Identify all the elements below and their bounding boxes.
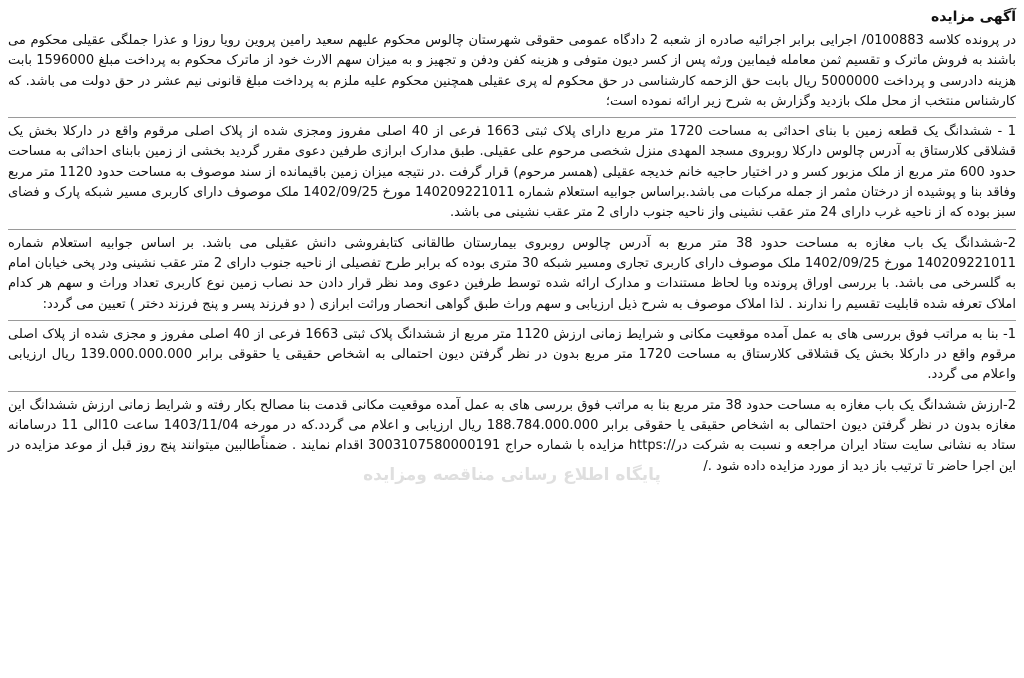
watermark: پایگاه اطلاع رسانی مناقصه ومزایده [363,465,661,485]
valuation-2: 2-ارزش ششدانگ یک باب مغازه به مساحت حدود 38 متر مربع بنا به مراتب فوق بررسی های به عمل آمده موقعیت مکانی قدمت بنا مصالح بکار رفته و شرایط زمانی ارزش ششدانگ این مغازه بدون در نظر گرفتن دیون احتمالی به اشخاص حقیقی یا حقوقی برابر 188.784.000.000 ریال ارزیابی و اعلام می گردد.که در مورخه 1403/11/04 ساعت 10الی 11 درسامانه ستاد به نشانی سایت ستاد ایران مراجعه و نسبت به شرکت در//:https مزایده با شماره حراج 3003107580000191 اقدام نمایند . ضمناًطالبین میتوانند پنج روز قبل از موعد مزایده در این اجرا حاضر تا ترتیب باز دید از مورد مزایده داده شود ./ [8,397,1016,474]
property-item-1: 1 - ششدانگ یک قطعه زمین با بنای احداثی به مساحت 1720 متر مربع دارای پلاک ثبتی 1663 فرعی از 40 اصلی مفروز ومجزی شده از پلاک اصلی مرقوم واقع در دارکلا بخش یک قشلاقی کلارستاق به آدرس چالوس دارکلا روبروی مسجد المهدی منزل شخصی مرحوم علی عقیلی. طبق مدارک ابرازی طرفین دعوی مقرر گردید بخشی از زمین بابنای احداثی به مساحت حدود 600 متر مربع از ملک مزبور کسر و در اختیار حاجیه خانم خدیجه عقیلی (همسر مرحوم) قرار گرفت .در نتیجه میزان زمین باقیمانده از سند موصوف به مساحت حدود 1120 متر مربع وفاقد بنا و پوشیده از درختان مثمر از جمله مرکبات می باشد.براساس جوابیه استعلام شماره 140209221011 مورخ 1402/09/25 ملک موصوف دارای کاربری مسیر شبکه پارک و فضای سبز بوده که از ناحیه غرب دارای 24 متر عقب نشینی واز ناحیه جنوب دارای 2 متر عقب نشینی می باشد. [8,124,1017,221]
divider [8,391,1016,392]
notice-title: آگهی مزایده [930,9,1016,25]
divider [8,117,1016,118]
divider [8,229,1016,230]
property-item-2: 2-ششدانگ یک باب مغازه به مساحت حدود 38 متر مربع به آدرس چالوس روبروی بیمارستان طالقانی کتابفروشی دانش عقیلی می باشد. بر اساس جوابیه استعلام شماره 140209221011 مورخ 1402/09/25 ملک موصوف دارای کاربری تجاری ومسیر شبکه 30 متری بوده که برابر طرح تفصیلی از ناحیه جنوب دارای 2 متر عقب نشینی ودر پخی خیابان امام به گلسرخی می باشد. با بررسی اوراق پرونده وبا لحاظ مستندات و مدارک ارائه شده توسط طرفین دعوی ومد نظر قرار دادن حد نصاب زمین نوع کاربری تعداد وراث و سهم هر کدام املاک تعرفه شده قابلیت تقسیم را ندارند . لذا املاک موصوف به شرح ذیل ارزیابی و سهم وراث طبق گواهی انحصار وراثت ابرازی ( دو فرزند پسر و پنج فرزند دختر ) تعیین می گردد: [8,235,1016,312]
notice-intro: در پرونده کلاسه 0100883/ اجرایی برابر اجرائیه صادره از شعبه 2 دادگاه عمومی حقوقی شهرستان چالوس محکوم علیهم سعید رامین پروین رویا روزا و عذرا جملگی عقیلی محکوم می باشند به فروش ماترک و تقسیم ثمن معامله فیمابین ورثه پس از کسر دیون متوفی و هزینه کفن ودفن و تجهیز و به میزان سهم الارث خود از ماترک محکوم به پرداخت مبلغ 1596000 بابت هزینه دادرسی و پرداخت 5000000 ریال بابت حق الزحمه کارشناسی در حق محکوم له پری عقیلی همچنین محکوم علیه ملزم به پرداخت مبلغ قانونی نیم عشر در حق دولت می باشد. که کارشناس منتخب از محل ملک بازدید وگزارش به شرح زیر ارائه نموده است؛ [8,33,1017,109]
divider [8,320,1016,321]
valuation-1: 1- بنا به مراتب فوق بررسی های به عمل آمده موقعیت مکانی و شرایط زمانی ارزش 1120 متر مربع از ششدانگ پلاک ثبتی 1663 فرعی از 40 اصلی مفروز و مجزی شده از پلاک اصلی مرقوم واقع در دارکلا بخش یک قشلاقی کلارستاق به مساحت 1720 متر مربع بدون در نظر گرفتن دیون احتمالی به اشخاص حقیقی یا حقوقی برابر 139.000.000.000 ریال ارزیابی واعلام می گردد. [8,326,1016,383]
